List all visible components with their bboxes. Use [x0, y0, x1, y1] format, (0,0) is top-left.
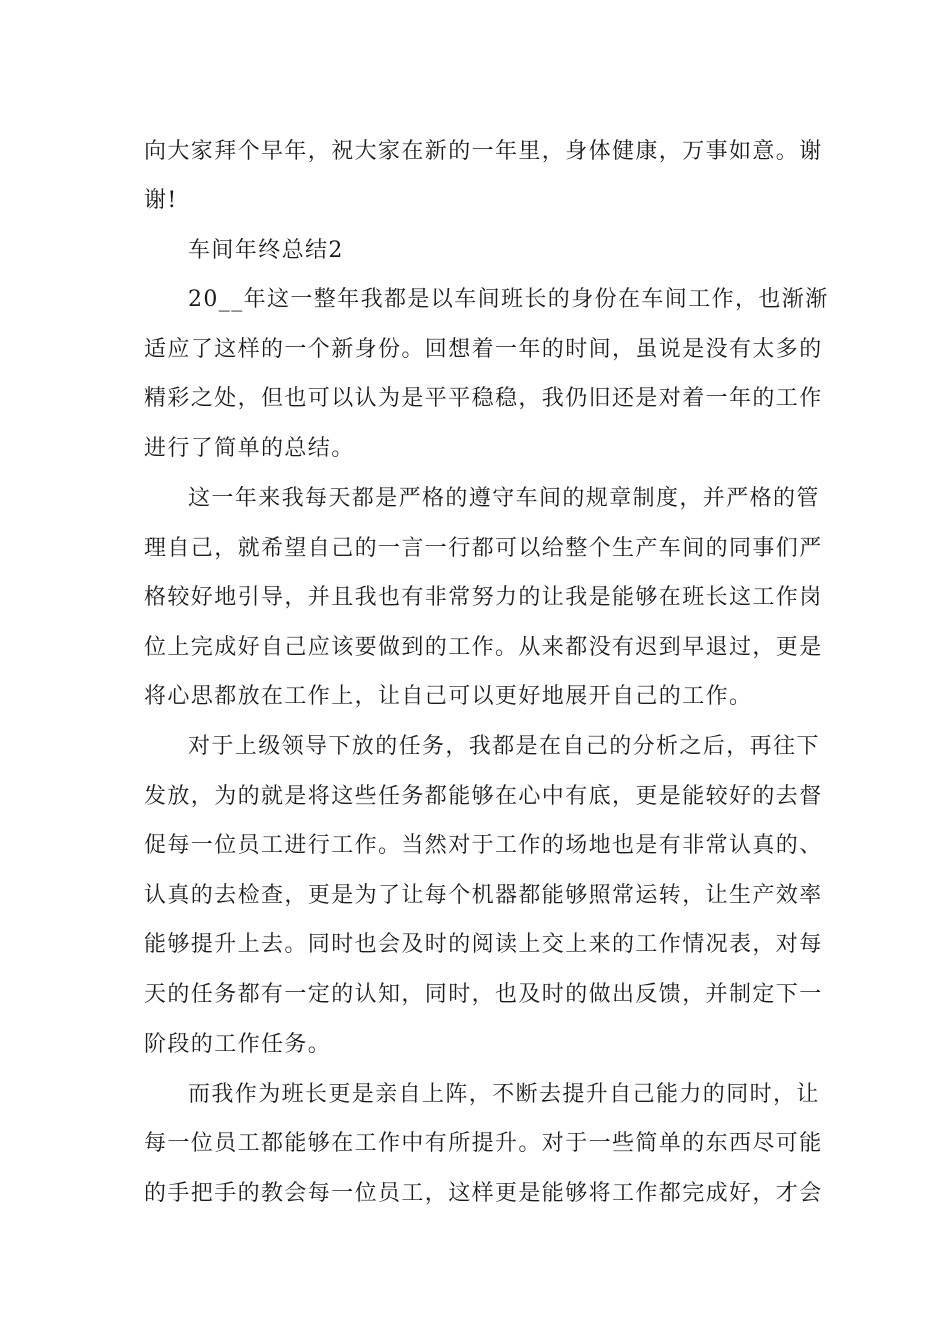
text-line: 将心思都放在工作上，让自己可以更好地展开自己的工作。 [144, 684, 753, 709]
text-line: 发放，为的就是将这些任务都能够在心中有底，更是能较好的去督 [144, 784, 823, 809]
text-line: 20__年这一整年我都是以车间班长的身份在车间工作，也渐渐 [188, 287, 829, 312]
text-line: 对于上级领导下放的任务，我都是在自己的分析之后，再往下 [188, 734, 820, 759]
text-line: 每一位员工都能够在工作中有所提升。对于一些简单的东西尽可能 [144, 1131, 823, 1156]
section-heading: 车间年终总结2 [188, 238, 344, 263]
text-line: 谢! [144, 188, 178, 213]
text-line: 天的任务都有一定的认知，同时，也及时的做出反馈，并制定下一 [144, 982, 823, 1007]
text-line: 认真的去检查，更是为了让每个机器都能够照常运转，让生产效率 [144, 883, 823, 908]
text-line: 而我作为班长更是亲自上阵，不断去提升自己能力的同时，让 [188, 1082, 820, 1107]
text-line: 格较好地引导，并且我也有非常努力的让我是能够在班长这工作岗 [144, 585, 823, 610]
text-line: 这一年来我每天都是严格的遵守车间的规章制度，并严格的管 [188, 486, 820, 511]
text-line: 向大家拜个早年，祝大家在新的一年里，身体健康，万事如意。谢 [144, 139, 823, 164]
text-line: 的手把手的教会每一位员工，这样更是能够将工作都完成好，才会 [144, 1181, 823, 1206]
text-line: 精彩之处，但也可以认为是平平稳稳，我仍旧还是对着一年的工作 [144, 386, 823, 411]
text-line: 理自己，就希望自己的一言一行都可以给整个生产车间的同事们严 [144, 536, 823, 561]
text-line: 进行了简单的总结。 [144, 436, 355, 461]
text-line: 能够提升上去。同时也会及时的阅读上交上来的工作情况表，对每 [144, 932, 823, 957]
text-line: 位上完成好自己应该要做到的工作。从来都没有迟到早退过，更是 [144, 635, 823, 660]
text-line: 适应了这样的一个新身份。回想着一年的时间，虽说是没有太多的 [144, 337, 823, 362]
text-line: 促每一位员工进行工作。当然对于工作的场地也是有非常认真的、 [144, 833, 823, 858]
text-line: 阶段的工作任务。 [144, 1032, 332, 1057]
